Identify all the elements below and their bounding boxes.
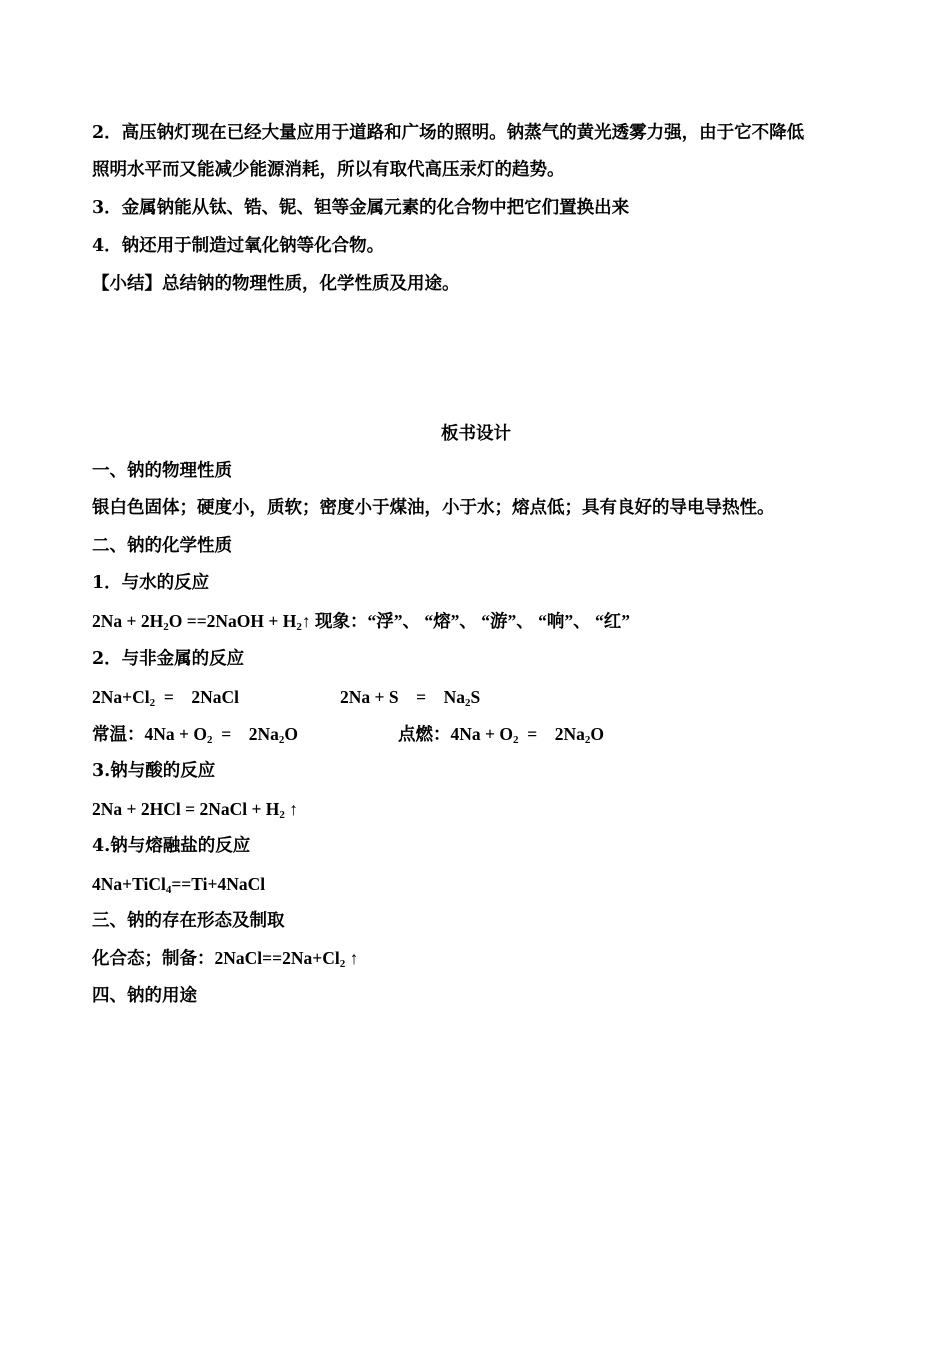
equation-oxygen-normal: 常温：$4Na + O_2$ = $2Na_2O$: [92, 724, 298, 746]
gas-arrow: ↑: [289, 799, 299, 819]
section-2-heading: 二、钠的化学性质: [92, 536, 232, 556]
sub-3-acid: 3.钠与酸的反应: [92, 761, 216, 781]
section-1-text: 银白色固体；硬度小，质软；密度小于煤油，小于水；熔点低；具有良好的导电导热性。: [92, 498, 775, 518]
item-4: 4．钠还用于制造过氧化钠等化合物。: [92, 236, 385, 256]
equation-acid: 2Na + 2HCl = 2NaCl + $H_2$ ↑: [92, 799, 299, 821]
section-1-heading: 一、钠的物理性质: [92, 461, 232, 481]
sub-1-water: 1．与水的反应: [92, 573, 210, 593]
section-4-heading: 四、钠的用途: [92, 986, 197, 1006]
para-2-line-2: 照明水平而又能减少能源消耗，所以有取代高压汞灯的趋势。: [92, 160, 565, 180]
board-design-title: 板书设计: [441, 424, 511, 444]
phenomenon: 现象：“浮”、 “熔”、 “游”、 “响”、 “红”: [315, 611, 630, 631]
sub-4-molten-salt: 4.钠与熔融盐的反应: [92, 836, 251, 856]
item-3: 3．金属钠能从钛、锆、铌、钽等金属元素的化合物中把它们置换出来: [92, 198, 630, 218]
gas-arrow: ↑: [301, 611, 311, 631]
gas-arrow: ↑: [349, 948, 359, 968]
sub-2-nonmetal: 2．与非金属的反应: [92, 649, 245, 669]
para-2-line-1: 2．高压钠灯现在已经大量应用于道路和广场的照明。钠蒸气的黄光透雾力强，由于它不降低: [92, 123, 805, 143]
summary: 【小结】总结钠的物理性质，化学性质及用途。: [92, 274, 460, 294]
equation-water: $2Na + 2H_2O$ ==2NaOH + $H_2↑$ 现象：“浮”、 “熔”、 “游”、 “响”、 “红”: [92, 611, 630, 633]
section-3-line: 化合态；制备：$2NaCl==2Na+Cl_2$ ↑: [92, 948, 359, 970]
section-3-heading: 三、钠的存在形态及制取: [92, 911, 285, 931]
equation-sulfur: 2Na + S = $Na_2S$: [340, 687, 481, 709]
equation-molten-salt: 4Na+TiCl$_4$==Ti+4NaCl: [92, 874, 266, 896]
equation-oxygen-burn: 点燃：$4Na + O_2$ = $2Na_2O$: [398, 724, 604, 746]
equation-chlorine: $2Na+Cl_2$ = 2NaCl: [92, 687, 239, 709]
